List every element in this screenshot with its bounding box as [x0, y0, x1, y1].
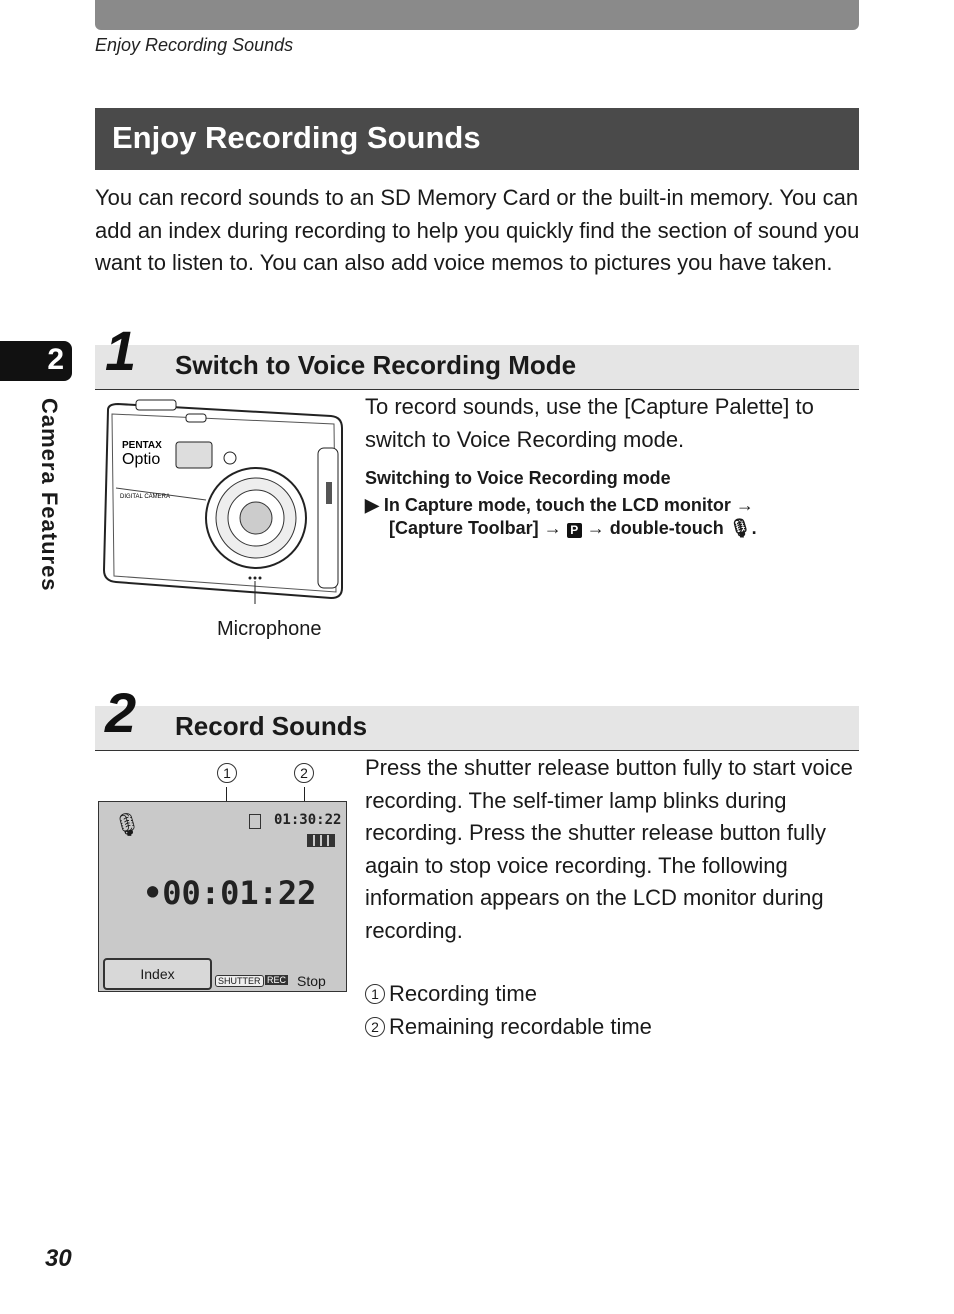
instr-line2b: double-touch: [609, 518, 724, 538]
lcd-index-button: Index: [103, 958, 212, 990]
step1-title: Switch to Voice Recording Mode: [175, 350, 577, 380]
camera-sub: DIGITAL CAMERA: [120, 494, 171, 500]
arrow-icon: →: [586, 518, 605, 538]
step1-subheading: Switching to Voice Recording mode: [365, 468, 671, 488]
camera-model: Optio: [122, 451, 161, 468]
lcd-rec-label: REC: [267, 975, 287, 985]
arrow-icon: →: [543, 518, 562, 538]
title-bar: [95, 108, 859, 170]
camera-brand: PENTAX: [122, 440, 162, 451]
running-header: Enjoy Recording Sounds: [95, 35, 294, 55]
callout-2: 2: [294, 763, 318, 785]
step1-number: 1: [105, 319, 137, 382]
step2-text: Press the shutter release button fully to start voice recording. The self-timer lamp blinks during recording. Press the shutter release button fully again to stop voice recording. The following information appears on the LCD monitor during recording.: [365, 755, 853, 943]
arrow-icon: →: [735, 495, 754, 515]
list-item: 1 Recording time: [365, 978, 859, 1011]
step1-band: [95, 345, 859, 390]
lcd-screen: [98, 801, 347, 992]
sd-card-icon: [249, 814, 261, 829]
top-bar: [95, 0, 859, 30]
chapter-label: Camera Features: [37, 398, 62, 592]
microphone-label: Microphone: [217, 618, 322, 640]
list-item: 2 Remaining recordable time: [365, 1011, 859, 1044]
lcd-remaining-time: 01:30:22: [274, 812, 342, 828]
step2-items: [365, 978, 859, 1043]
step2-band: [95, 706, 859, 751]
battery-icon: [307, 834, 335, 847]
callout-1: 1: [217, 763, 241, 785]
page-title: Enjoy Recording Sounds: [112, 120, 481, 155]
lcd-stop-label: Stop: [297, 973, 326, 989]
instr-line1: In Capture mode, touch the LCD monitor: [383, 495, 731, 515]
intro-paragraph: You can record sounds to an SD Memory Card or the built-in memory. You can add an index during recording to help you quickly find the section of sound you want to listen to. You can also add voice memos to pictures you have taken.: [95, 185, 860, 275]
step2-title: Record Sounds: [175, 711, 368, 741]
chapter-tab: [0, 341, 72, 381]
step2-number: 2: [105, 681, 137, 744]
lcd-elapsed-time: •00:01:22: [143, 874, 317, 912]
instr-line2a: [Capture Toolbar]: [389, 518, 539, 538]
microphone-icon: 🎙: [728, 518, 752, 538]
program-mode-icon: P: [567, 523, 582, 538]
step1-instruction: ▶ In Capture mode, touch the LCD monitor → [Capture Toolbar] → P → double-touch 🎙.: [365, 495, 757, 538]
camera-illustration: [96, 398, 346, 604]
chapter-number: 2: [47, 343, 64, 376]
page-number: 30: [45, 1245, 72, 1272]
lcd-shutter-label: SHUTTER: [215, 975, 264, 987]
lcd-microphone-icon: 🎙: [113, 812, 141, 837]
step1-text: To record sounds, use the [Capture Palette] to switch to Voice Recording mode.: [365, 394, 814, 452]
play-arrow-icon: ▶: [365, 495, 379, 515]
